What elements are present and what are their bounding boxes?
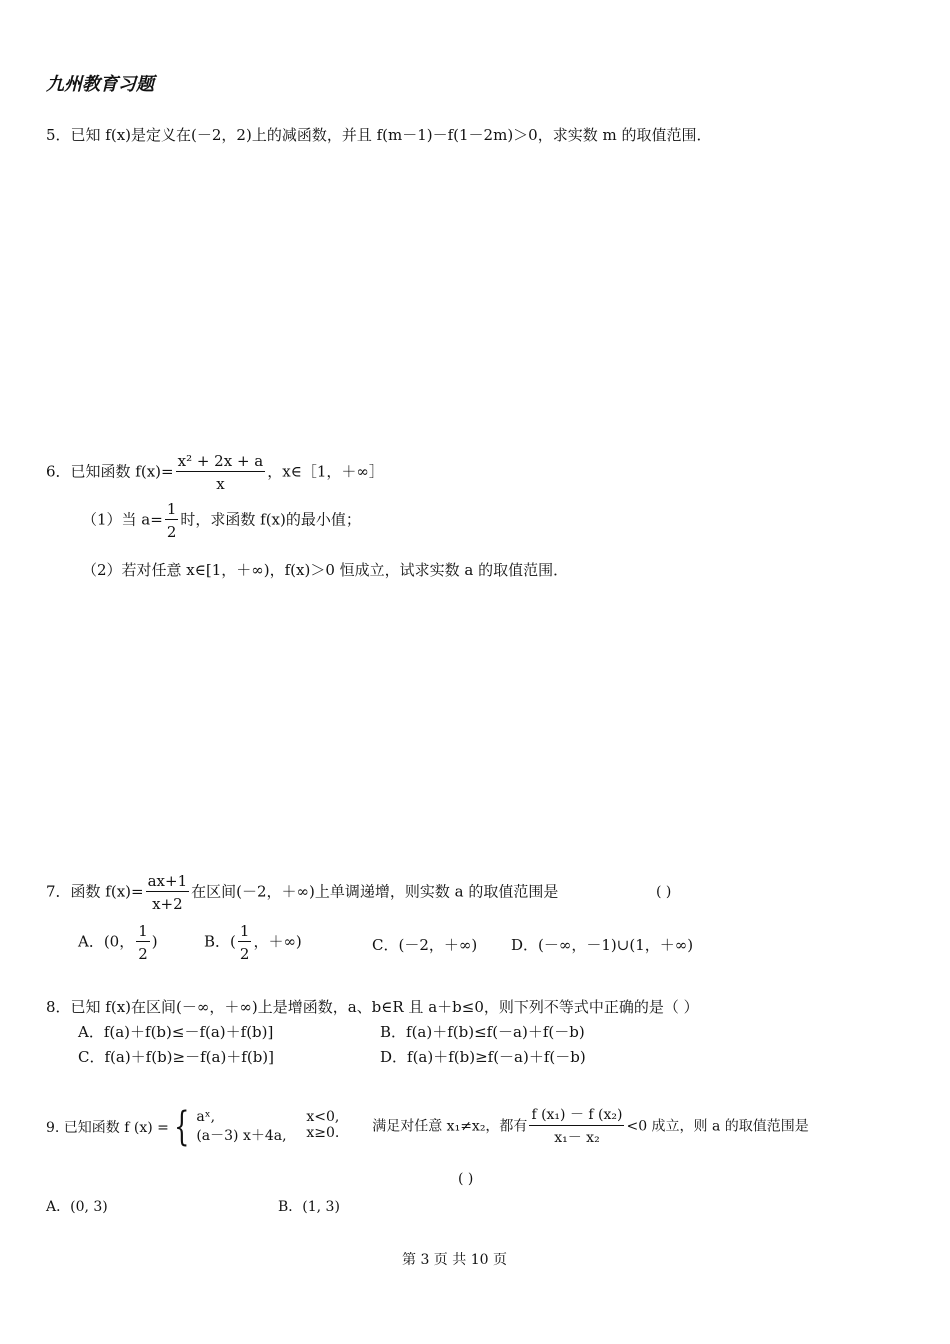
q9-case-1-cond: x<0, [306,1108,340,1125]
q9-fraction [529,1106,624,1147]
q7-option-a [78,922,158,963]
q9-left-brace: { [173,1103,190,1150]
q6-numerator: x² + 2x + a [177,452,264,470]
q9-numerator: f (x₁) － f (x₂) [529,1106,624,1126]
q7-option-a-numerator: 1 [138,922,148,940]
q7-numerator: ax+1 [147,872,188,890]
q6-prefix: 6．已知函数 f(x)= [46,462,174,481]
q7-suffix: 在区间(－2，＋∞)上单调递增，则实数 a 的取值范围是 [191,882,559,901]
q7-option-b-prefix: B．( [204,932,236,951]
q8-option-a: A．f(a)＋f(b)≤－f(a)＋f(b)] [78,1023,274,1041]
q9-piecewise [46,1103,340,1150]
q9-option-a: A．(0, 3) [46,1199,108,1215]
q7-option-a-fraction [136,922,150,963]
q7-option-c: C．(－2，＋∞) [372,936,478,954]
q7-option-a-denominator: 2 [138,945,148,963]
q8-option-c: C．f(a)＋f(b)≥－f(a)＋f(b)] [78,1048,275,1066]
q7-denominator: x+2 [152,895,183,913]
q7-option-b [204,922,302,963]
question-6-part-2: （2）若对任意 x∈[1，＋∞)，f(x)＞0 恒成立，试求实数 a 的取值范围． [82,561,569,579]
q6-part1-fraction [165,500,179,541]
q9-middle: 满足对任意 x₁≠x₂，都有 [372,1118,528,1135]
q7-option-a-prefix: A．(0， [78,932,135,951]
q7-option-b-numerator: 1 [239,922,250,940]
q9-case-1-expr: aˣ, [196,1108,216,1125]
q6-part1-denominator: 2 [166,523,177,541]
q6-fraction [176,452,266,493]
q7-option-b-suffix: ，＋∞) [253,932,302,951]
page-header: 九州教育习题 [46,74,154,95]
q6-part1-numerator: 1 [166,500,177,518]
q6-part1-suffix: 时，求函数 f(x)的最小值； [180,510,361,529]
q9-cases [196,1109,339,1145]
q9-suffix: <0 成立，则 a 的取值范围是 [626,1118,809,1135]
q9-case-1 [196,1109,339,1125]
q7-option-b-fraction [238,922,252,963]
q8-option-b: B．f(a)＋f(b)≤f(－a)＋f(－b) [380,1023,585,1041]
q6-denominator: x [216,475,225,493]
q9-case-2-expr: (a－3) x＋4a, [196,1127,287,1144]
question-6-part-1 [82,500,361,541]
q6-suffix: ，x∈［1，＋∞］ [267,462,384,481]
question-6 [46,452,384,493]
q7-answer-paren: ( ) [656,884,672,900]
q7-option-b-denominator: 2 [239,945,250,963]
q9-denominator: x₁－ x₂ [554,1130,600,1146]
question-8: 8．已知 f(x)在区间(－∞，＋∞)上是增函数，a、b∈R 且 a＋b≤0，则下列不等式中正确的是（ ） [46,998,699,1016]
q8-option-d: D．f(a)＋f(b)≥f(－a)＋f(－b) [380,1048,586,1066]
q6-part1-prefix: （1）当 a= [82,510,163,529]
q7-option-a-suffix: ) [151,932,158,951]
question-7 [46,872,558,913]
q7-option-d: D．(－∞，－1)∪(1，＋∞) [511,936,694,954]
q7-fraction [146,872,190,913]
q9-case-2-cond: x≥0. [306,1124,340,1141]
question-9 [46,1103,809,1150]
q9-answer-paren: ( ) [458,1171,474,1187]
q9-case-2 [196,1125,339,1145]
q7-prefix: 7．函数 f(x)= [46,882,144,901]
question-5: 5．已知 f(x)是定义在(－2，2)上的减函数，并且 f(m－1)－f(1－2m)＞0，求实数 m 的取值范围． [46,126,712,144]
q9-option-b: B．(1, 3) [278,1199,340,1215]
q9-prefix: 9. 已知函数 f (x) = [46,1119,169,1136]
page-footer: 第 3 页 共 10 页 [402,1252,507,1268]
